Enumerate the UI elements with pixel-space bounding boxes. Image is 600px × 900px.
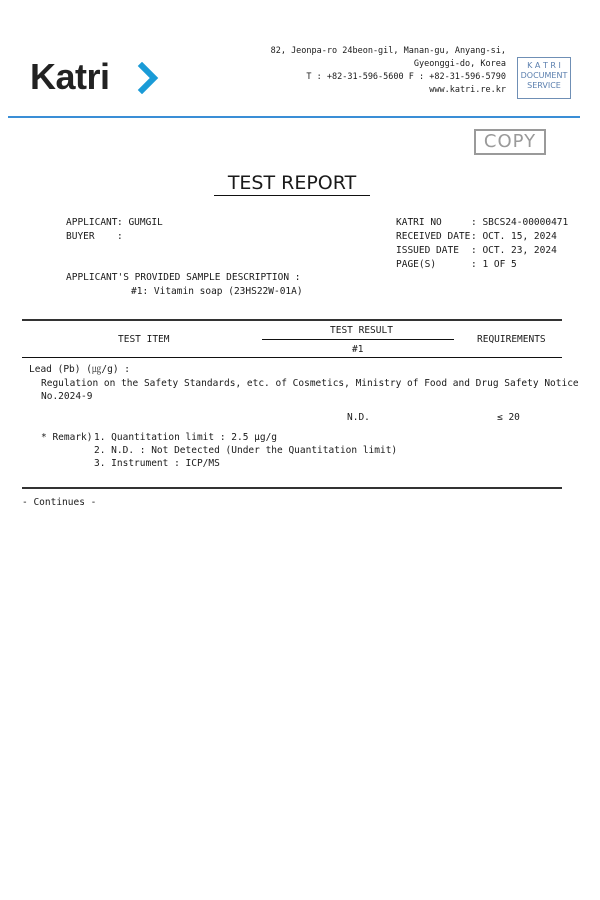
requirement-value: ≤ 20	[497, 412, 520, 423]
katri-document-service-stamp	[517, 57, 571, 99]
remark-item: 1. Quantitation limit : 2.5 μg/g	[94, 432, 278, 443]
title-underline	[214, 195, 370, 196]
buyer-value: :	[117, 231, 123, 242]
col-header-test-result: TEST RESULT	[330, 325, 393, 336]
remark-label: * Remark)	[41, 432, 93, 443]
address-line: 82, Jeonpa-ro 24beon-gil, Manan-gu, Anyang-si,	[270, 46, 506, 56]
regulation-text: Regulation on the Safety Standards, etc. of Cosmetics, Ministry of Food and Drug Safety Notice	[41, 378, 579, 389]
katri-no-value: : SBCS24-00000471	[471, 217, 569, 228]
chevron-right-icon	[136, 62, 162, 94]
remark-item: 2. N.D. : Not Detected (Under the Quantitation limit)	[94, 445, 398, 456]
table-top-rule	[22, 319, 562, 321]
result-value: N.D.	[347, 412, 370, 423]
applicant-label: APPLICANT	[66, 217, 118, 228]
col-header-requirements: REQUIREMENTS	[477, 334, 546, 345]
table-header-rule	[22, 357, 562, 358]
continues-note: - Continues -	[22, 497, 97, 508]
header-divider	[8, 116, 580, 118]
stamp-line: K A T R I	[527, 61, 561, 70]
sample-description-item: #1: Vitamin soap (23HS22W-01A)	[131, 286, 303, 297]
col-header-sample-1: #1	[352, 344, 364, 355]
pages-label: PAGE(S)	[396, 259, 437, 270]
copy-stamp: COPY	[474, 129, 546, 155]
buyer-label: BUYER	[66, 231, 95, 242]
address-block	[271, 45, 506, 97]
katri-logo-text: Katri	[30, 56, 110, 97]
issued-date-label: ISSUED DATE	[396, 245, 459, 256]
stamp-line: SERVICE	[527, 81, 561, 90]
sample-description-label: APPLICANT'S PROVIDED SAMPLE DESCRIPTION :	[66, 272, 301, 283]
issued-date-value: : OCT. 23, 2024	[471, 245, 557, 256]
result-header-rule	[262, 339, 454, 340]
applicant-value: : GUMGIL	[117, 217, 163, 228]
report-title: TEST REPORT	[227, 172, 357, 194]
received-date-label: RECEIVED DATE	[396, 231, 471, 242]
received-date-value: : OCT. 15, 2024	[471, 231, 557, 242]
stamp-line: DOCUMENT	[520, 71, 568, 80]
remark-item: 3. Instrument : ICP/MS	[94, 458, 220, 469]
regulation-text-cont: No.2024-9	[41, 391, 93, 402]
test-item-lead: Lead (Pb) (㎍/g) :	[29, 364, 131, 375]
table-bottom-rule	[22, 487, 562, 489]
katri-no-label: KATRI NO	[396, 217, 442, 228]
col-header-test-item: TEST ITEM	[118, 334, 170, 345]
pages-value: : 1 OF 5	[471, 259, 517, 270]
website-line: www.katri.re.kr	[429, 85, 506, 95]
contact-line: T : +82-31-596-5600 F : +82-31-596-5790	[306, 72, 506, 82]
address-line: Gyeonggi-do, Korea	[413, 59, 506, 69]
